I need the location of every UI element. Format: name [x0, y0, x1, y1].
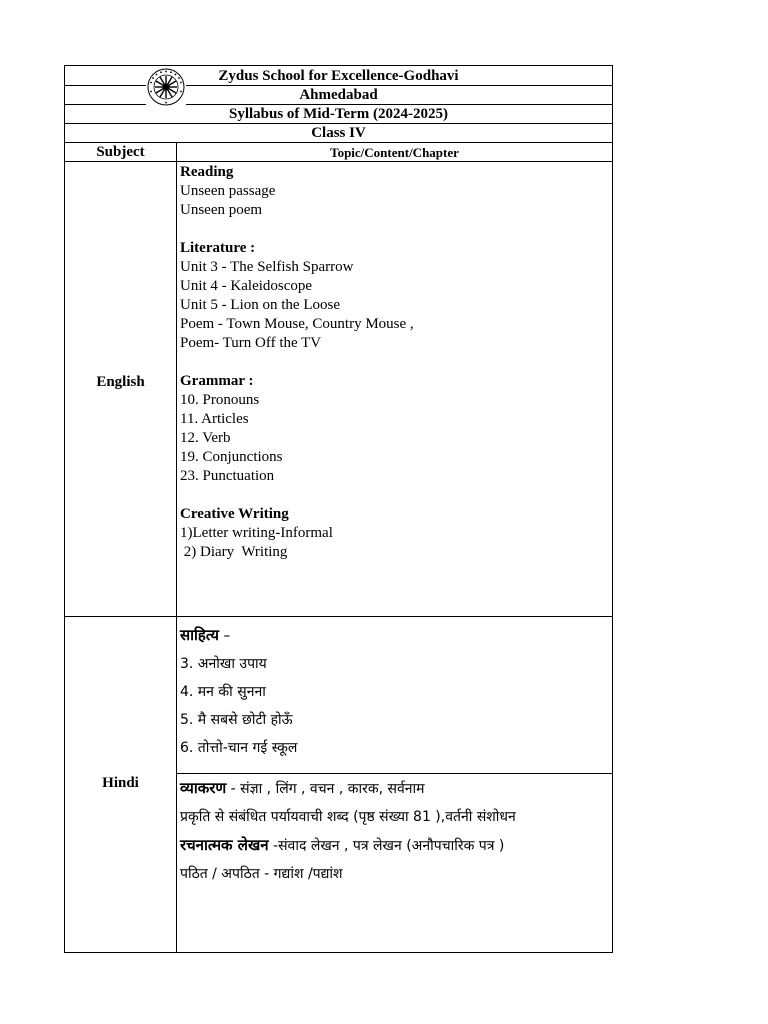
list-item: 10. Pronouns — [180, 392, 260, 408]
list-item: 11. Articles — [180, 411, 249, 427]
hindi-creative-line — [180, 831, 605, 860]
school-logo-icon — [146, 67, 186, 107]
hindi-literature — [180, 621, 297, 762]
creative-writing-heading: Creative Writing — [180, 506, 289, 522]
hindi-synonym-line: प्रकृति से संबंधित पर्यायवाची शब्द (पृष्ठ संख्या 81 ),वर्तनी संशोधन — [180, 809, 516, 825]
hindi-subject-label: Hindi — [102, 775, 139, 791]
list-item: 23. Punctuation — [180, 468, 275, 484]
syllabus-table — [64, 65, 613, 953]
hindi-grammar-heading: व्याकरण — [180, 779, 227, 797]
hindi-literature-heading: साहित्य — [180, 626, 219, 644]
hindi-creative-heading: रचनात्मक लेखन — [180, 836, 269, 854]
list-item: Poem- Turn Off the TV — [180, 335, 322, 351]
hindi-literature-heading-line — [180, 621, 297, 650]
english-subject-label: English — [96, 374, 145, 390]
heading-dash: – — [218, 628, 231, 644]
list-item: Unseen passage — [180, 183, 276, 199]
column-header-row — [65, 143, 612, 162]
english-topics — [180, 163, 414, 562]
hindi-comprehension-line: पठित / अपठित - गद्यांश /पद्यांश — [180, 866, 343, 882]
literature-heading: Literature : — [180, 240, 256, 256]
list-item: 2) Diary Writing — [180, 544, 288, 560]
list-item: 1)Letter writing-Informal — [180, 525, 333, 541]
subject-column-header: Subject — [96, 144, 145, 160]
list-item: 3. अनोखा उपाय — [180, 656, 267, 672]
list-item: Unit 5 - Lion on the Loose — [180, 297, 340, 313]
list-item: 12. Verb — [180, 430, 231, 446]
grammar-heading: Grammar : — [180, 373, 254, 389]
hindi-creative-text: -संवाद लेखन , पत्र लेखन (अनौपचारिक पत्र ) — [268, 838, 505, 854]
list-item: 5. मै सबसे छोटी होऊँ — [180, 712, 293, 728]
topic-column-header: Topic/Content/Chapter — [330, 145, 459, 160]
school-name: Zydus School for Excellence-Godhavi — [65, 66, 612, 86]
reading-heading: Reading — [180, 164, 234, 180]
class-label: Class IV — [65, 124, 612, 143]
list-item: Unseen poem — [180, 202, 263, 218]
list-item: Unit 3 - The Selfish Sparrow — [180, 259, 354, 275]
list-item: Unit 4 - Kaleidoscope — [180, 278, 313, 294]
city-name: Ahmedabad — [65, 86, 612, 105]
list-item: Poem - Town Mouse, Country Mouse , — [180, 316, 414, 332]
hindi-grammar — [180, 774, 605, 888]
hindi-grammar-line — [180, 774, 605, 803]
list-item: 4. मन की सुनना — [180, 684, 266, 700]
list-item: 6. तोत्तो-चान गई स्कूल — [180, 740, 298, 756]
hindi-grammar-text: - संज्ञा , लिंग , वचन , कारक, सर्वनाम — [226, 781, 425, 797]
list-item: 19. Conjunctions — [180, 449, 283, 465]
syllabus-title: Syllabus of Mid-Term (2024-2025) — [65, 105, 612, 124]
